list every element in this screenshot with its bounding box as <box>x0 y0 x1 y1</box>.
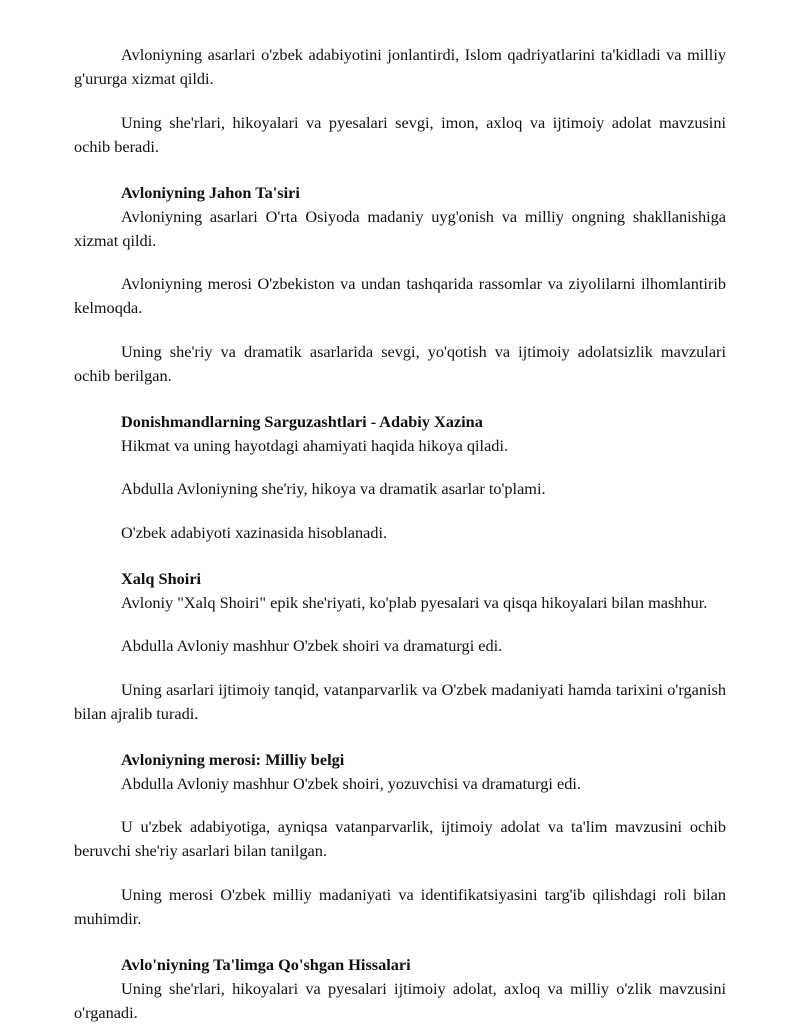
document-page <box>74 43 726 1025</box>
paragraph: Abdulla Avloniy mashhur O'zbek shoiri, yozuvchisi va dramaturgi edi. <box>121 773 581 793</box>
paragraph: Hikmat va uning hayotdagi ahamiyati haqida hikoya qiladi. <box>121 435 509 455</box>
paragraph: Avloniyning asarlari o'zbek adabiyotini jonlantirdi, Islom qadriyatlarini ta'kidladi va milliy g'ururga xizmat qildi. <box>74 45 726 88</box>
paragraph: Uning merosi O'zbek milliy madaniyati va identifikatsiyasini targ'ib qilishdagi roli bilan muhimdir. <box>74 884 726 928</box>
paragraph: U u'zbek adabiyotiga, ayniqsa vatanparvarlik, ijtimoiy adolat va ta'lim mavzusini ochib beruvchi she'riy asarlari bilan tanilgan. <box>74 817 726 860</box>
paragraph: Avloniy "Xalq Shoiri" epik she'riyati, ko'plab pyesalari va qisqa hikoyalari bilan mashhur. <box>121 592 708 612</box>
paragraph: Avloniyning asarlari O'rta Osiyoda madaniy uyg'onish va milliy ongning shakllanishiga xizmat qildi. <box>74 206 726 250</box>
paragraph: Abdulla Avloniy mashhur O'zbek shoiri va dramaturgi edi. <box>121 636 503 655</box>
paragraph: Uning asarlari ijtimoiy tanqid, vatanparvarlik va O'zbek madaniyati hamda tarixini o'rganish bilan ajralib turadi. <box>74 679 726 723</box>
section-heading: Xalq Shoiri <box>121 568 202 588</box>
section-heading: Avloniyning Jahon Ta'siri <box>121 182 300 202</box>
section-heading: Donishmandlarning Sarguzashtlari - Adabiy Xazina <box>121 411 483 431</box>
paragraph: Abdulla Avloniyning she'riy, hikoya va dramatik asarlar to'plami. <box>121 479 546 498</box>
section-heading: Avlo'niyning Ta'limga Qo'shgan Hissalari <box>121 954 411 974</box>
paragraph: Uning she'riy va dramatik asarlarida sevgi, yo'qotish va ijtimoiy adolatsizlik mavzulari ochib berilgan. <box>74 341 726 385</box>
paragraph: Avloniyning merosi O'zbekiston va undan tashqarida rassomlar va ziyolilarni ilhomlantirib kelmoqda. <box>74 274 726 317</box>
paragraph: Uning she'rlari, hikoyalari va pyesalari sevgi, imon, axloq va ijtimoiy adolat mavzusini ochib beradi. <box>74 112 726 156</box>
section-heading: Avloniyning merosi: Milliy belgi <box>121 749 345 769</box>
paragraph: Uning she'rlari, hikoyalari va pyesalari ijtimoiy adolat, axloq va milliy o'zlik mavzusini o'rganadi. <box>74 978 726 1022</box>
paragraph: O'zbek adabiyoti xazinasida hisoblanadi. <box>121 522 388 542</box>
